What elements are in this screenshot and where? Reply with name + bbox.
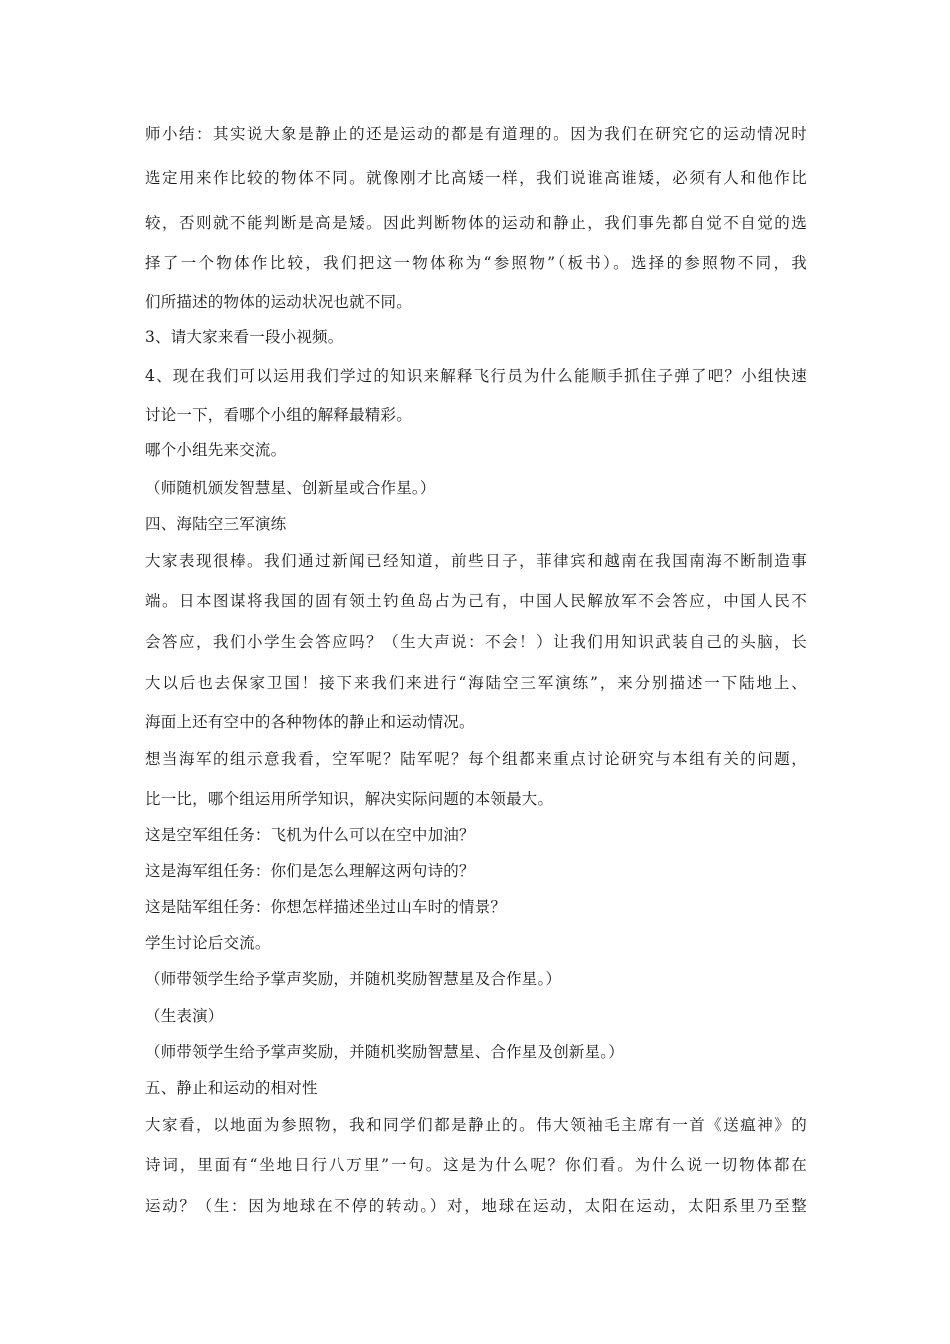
text-line: 大家看，以地面为参照物，我和同学们都是静止的。伟大领袖毛主席有一首《送瘟神》的 (145, 1116, 807, 1134)
text-line: 师小结：其实说大象是静止的还是运动的都是有道理的。因为我们在研究它的运动情况时 (145, 125, 807, 143)
section-heading: 四、海陆空三军演练 (145, 515, 287, 533)
text-line: （师随机颁发智慧星、创新星或合作星。） (145, 479, 436, 497)
section-heading: 五、静止和运动的相对性 (145, 1079, 318, 1097)
text-line: 选定用来作比较的物体不同。就像刚才比高矮一样，我们说谁高谁矮，必须有人和他作比 (145, 169, 807, 187)
text-line: 大以后也去保家卫国！接下来我们来进行“海陆空三军演练”，来分别描述一下陆地上、 (145, 674, 807, 692)
text-line: 这是空军组任务：飞机为什么可以在空中加油？ (145, 826, 475, 844)
text-line: 3、请大家来看一段小视频。 (145, 328, 344, 346)
text-line: 诗词，里面有“坐地日行八万里”一句。这是为什么呢？你们看。为什么说一切物体都在 (145, 1156, 807, 1174)
text-line: 较，否则就不能判断是高是矮。因此判断物体的运动和静止，我们事先都自觉不自觉的选 (145, 214, 807, 232)
text-line: （师带领学生给予掌声奖励，并随机奖励智慧星及合作星。） (145, 970, 562, 988)
text-line: 讨论一下，看哪个小组的解释最精彩。 (145, 406, 412, 424)
text-line: 学生讨论后交流。 (145, 934, 271, 952)
text-line: 4、现在我们可以运用我们学过的知识来解释飞行员为什么能顺手抓住子弹了吧？小组快速 (145, 367, 807, 385)
text-line: 想当海军的组示意我看，空军呢？陆军呢？每个组都来重点讨论研究与本组有关的问题， (145, 750, 807, 768)
text-line: 这是陆军组任务：你想怎样描述坐过山车时的情景？ (145, 898, 507, 916)
text-line: 会答应，我们小学生会答应吗？（生大声说：不会！）让我们用知识武装自己的头脑，长 (145, 633, 807, 651)
text-line: 海面上还有空中的各种物体的静止和运动情况。 (145, 713, 475, 731)
text-line: 们所描述的物体的运动状况也就不同。 (145, 293, 412, 311)
text-line: 大家表现很棒。我们通过新闻已经知道，前些日子，菲律宾和越南在我国南海不断制造事 (145, 552, 807, 570)
text-line: （生表演） (145, 1007, 224, 1025)
text-line: （师带领学生给予掌声奖励，并随机奖励智慧星、合作星及创新星。） (145, 1043, 624, 1061)
text-line: 比一比，哪个组运用所学知识，解决实际问题的本领最大。 (145, 790, 554, 808)
text-line: 端。日本图谋将我国的固有领土钓鱼岛占为己有，中国人民解放军不会答应，中国人民不 (145, 592, 807, 610)
text-line: 运动？（生：因为地球在不停的转动。）对，地球在运动，太阳在运动，太阳系里乃至整 (145, 1197, 807, 1215)
text-line: 哪个小组先来交流。 (145, 441, 287, 459)
text-line: 择了一个物体作比较，我们把这一物体称为“参照物”（板书）。选择的参照物不同，我 (145, 254, 807, 272)
text-line: 这是海军组任务：你们是怎么理解这两句诗的？ (145, 862, 475, 880)
